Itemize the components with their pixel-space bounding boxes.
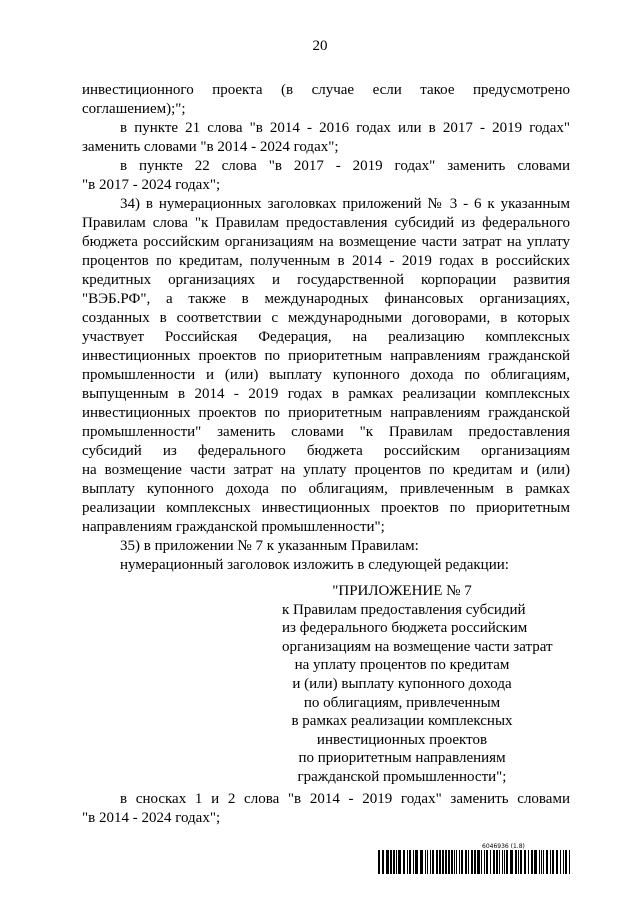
barcode-bar	[407, 850, 408, 874]
barcode-bar	[456, 850, 457, 874]
barcode-bar	[465, 850, 467, 874]
text-line: инвестиционных проектов по приоритетным направлениям гражданской	[82, 405, 570, 421]
barcode-bar	[510, 850, 513, 874]
barcode-bar	[413, 850, 414, 874]
barcode-bar	[420, 850, 423, 874]
barcode-bar	[477, 850, 480, 874]
appendix-header-line: по приоритетным направлениям	[298, 750, 506, 767]
text-line: промышленности и (или) выплату купонного дохода по облигациям,	[82, 367, 570, 383]
barcode-bar	[565, 850, 567, 874]
barcode-bar	[490, 850, 491, 874]
text-line: на возмещение части затрат на уплату процентов по кредитам и (или)	[82, 462, 570, 478]
text-line: "в 2017 - 2024 годах";	[82, 177, 221, 193]
barcode-bar	[546, 850, 548, 874]
barcode-bar	[382, 850, 384, 874]
barcode-bar	[563, 850, 564, 874]
barcode-bar	[504, 850, 505, 874]
barcode-bar	[390, 850, 392, 874]
text-line: инвестиционного проекта (в случае если такое предусмотрено	[82, 82, 570, 98]
appendix-header-line: и (или) выплату купонного дохода	[292, 675, 512, 692]
barcode-bar	[442, 850, 444, 874]
appendix-header-line: организациям на возмещение части затрат	[282, 638, 553, 655]
appendix-header-line: гражданской промышленности";	[297, 768, 507, 785]
text-line: реализации комплексных инвестиционных проектов по приоритетным	[82, 500, 570, 516]
barcode-bar	[474, 850, 476, 874]
barcode-bar	[524, 850, 526, 874]
barcode-bar	[543, 850, 544, 874]
text-line: в сносках 1 и 2 слова "в 2014 - 2019 годах" заменить словами	[120, 791, 570, 807]
barcode-bar	[499, 850, 500, 874]
appendix-header-line: по облигациям, привлеченным	[303, 694, 501, 711]
text-line: "в 2014 - 2024 годах";	[82, 810, 221, 826]
barcode-bar	[451, 850, 453, 874]
barcode-bar	[493, 850, 495, 874]
barcode-bar	[569, 850, 570, 874]
barcode-bar	[459, 850, 460, 874]
text-line: соглашением);";	[82, 101, 186, 117]
text-line: кредитных организациях и государственной корпорации развития	[82, 272, 570, 288]
barcode-bar	[539, 850, 540, 874]
appendix-header-line: "ПРИЛОЖЕНИЕ № 7	[332, 583, 472, 599]
appendix-header-line: к Правилам предоставления субсидий	[282, 601, 526, 618]
barcode-bar	[541, 850, 542, 874]
text-line: инвестиционных проектов по приоритетным направлениям гражданской	[82, 348, 570, 364]
text-line: заменить словами "в 2014 - 2024 годах";	[82, 139, 339, 155]
barcode-bar	[502, 850, 503, 874]
barcode-bar	[506, 850, 508, 874]
text-line: промышленности" заменить словами "к Правилам предоставления	[82, 424, 570, 440]
text-line: выплату купонного дохода по облигациям, привлеченным в рамках	[82, 481, 570, 497]
barcode-bar	[496, 850, 498, 874]
text-line: бюджета российским организациям на возмещение части затрат на уплату	[82, 234, 570, 250]
text-line: "ВЭБ.РФ", а также в международных финансовых организациях,	[82, 291, 570, 307]
barcode-bar	[439, 850, 441, 874]
appendix-header-line: из федерального бюджета российским	[282, 620, 528, 637]
barcode-bar	[425, 850, 426, 874]
barcode-bar	[461, 850, 463, 874]
barcode-bar	[481, 850, 482, 874]
appendix-header-line: в рамках реализации комплексных	[291, 713, 513, 730]
barcode-bar	[560, 850, 561, 874]
barcode-bar	[430, 850, 431, 874]
appendix-header-line: инвестиционных проектов	[316, 731, 488, 748]
appendix-header	[282, 582, 553, 787]
barcode-bar	[484, 850, 485, 874]
barcode-bar	[396, 850, 397, 874]
barcode-bar	[520, 850, 522, 874]
text-line: выпущенным в 2014 - 2019 годах в рамках реализации комплексных	[82, 386, 570, 402]
text-line: созданных в соответствии с международными договорами, в которых	[82, 310, 570, 326]
barcode-bar	[518, 850, 519, 874]
barcode-bar	[415, 850, 418, 874]
barcode-bar	[432, 850, 434, 874]
barcode	[378, 850, 572, 874]
appendix-header-line: на уплату процентов по кредитам	[294, 657, 510, 674]
barcode-bar	[534, 850, 537, 874]
barcode-bar	[386, 850, 389, 874]
text-line: процентов по кредитам, полученным в 2014 - 2019 годах в российских	[82, 253, 570, 269]
barcode-bar	[468, 850, 469, 874]
text-line: 34) в нумерационных заголовках приложений № 3 - 6 к указанным	[120, 196, 570, 212]
text-line: нумерационный заголовок изложить в следующей редакции:	[120, 557, 509, 573]
barcode-bar	[398, 850, 401, 874]
text-line: в пункте 22 слова "в 2017 - 2019 годах" заменить словами	[120, 158, 570, 174]
page-number: 20	[312, 38, 328, 54]
text-line: Правилам слова "к Правилам предоставления субсидий из федерального	[82, 215, 570, 231]
barcode-bar	[445, 850, 447, 874]
barcode-bar	[515, 850, 517, 874]
barcode-bar	[552, 850, 554, 874]
text-line: направлениям гражданской промышленности";	[82, 519, 385, 535]
barcode-bar	[531, 850, 533, 874]
barcode-bar	[486, 850, 488, 874]
barcode-bar	[378, 850, 380, 874]
barcode-bar	[528, 850, 529, 874]
barcode-bar	[454, 850, 455, 874]
barcode-bar	[393, 850, 395, 874]
barcode-bar	[436, 850, 438, 874]
barcode-bar	[550, 850, 551, 874]
barcode-bar	[403, 850, 405, 874]
barcode-bar	[448, 850, 450, 874]
text-line: 35) в приложении № 7 к указанным Правилам:	[120, 538, 419, 554]
barcode-bar	[556, 850, 558, 874]
barcode-bar	[427, 850, 428, 874]
text-line: в пункте 21 слова "в 2014 - 2016 годах или в 2017 - 2019 годах"	[120, 120, 570, 136]
barcode-bar	[409, 850, 411, 874]
document-code: 6046936 (1.8)	[482, 843, 525, 850]
text-line: субсидий из федерального бюджета российским организациям	[82, 443, 570, 459]
text-line: участвует Российская Федерация, на реализацию комплексных	[82, 329, 570, 345]
barcode-bar	[471, 850, 473, 874]
